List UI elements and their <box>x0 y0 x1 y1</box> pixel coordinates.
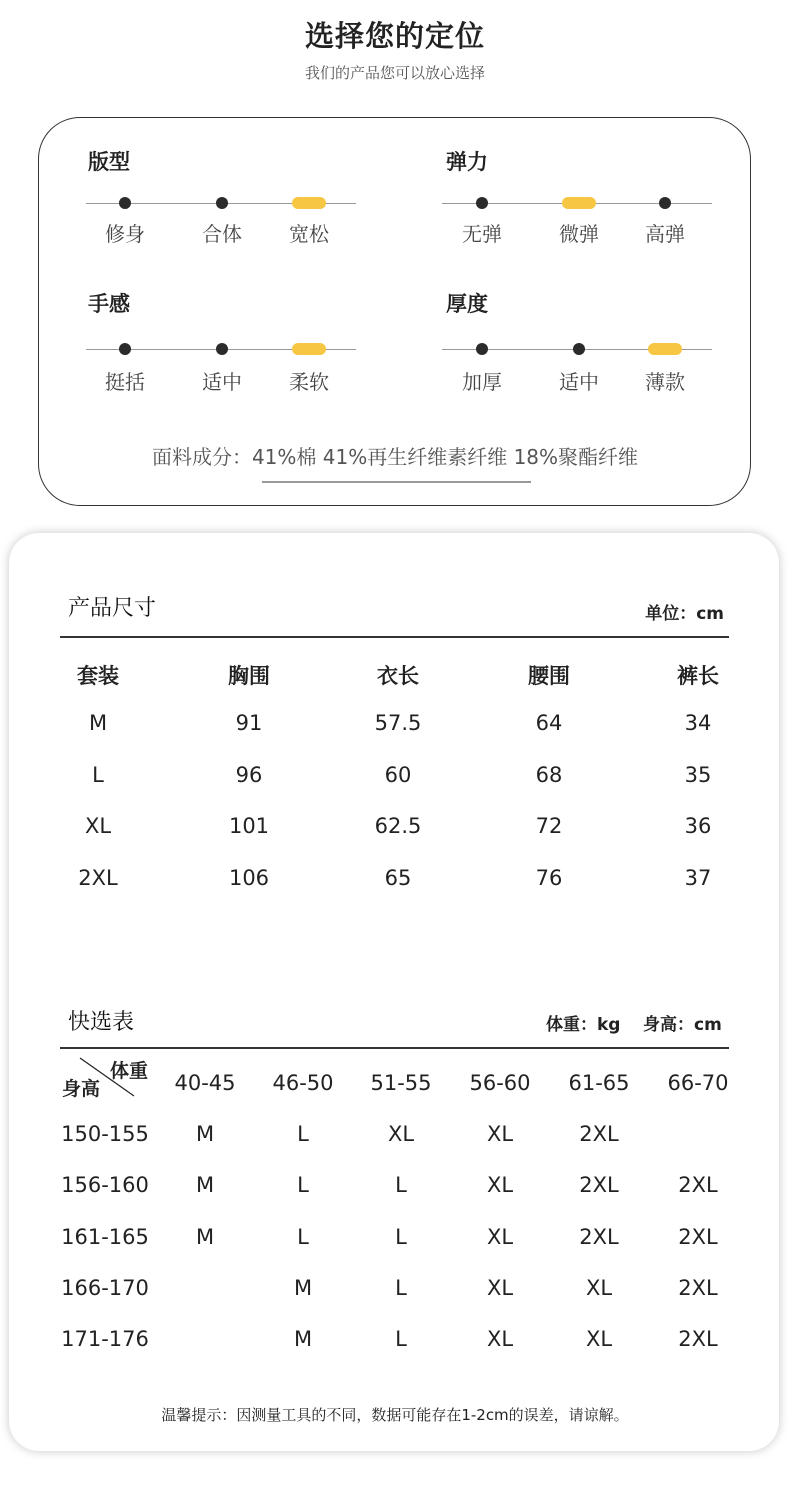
height-label: 156-160 <box>61 1173 149 1198</box>
size-table-cell: 62.5 <box>374 814 422 838</box>
attribute-option: 无弹 <box>462 222 502 246</box>
attribute-option: 适中 <box>559 370 599 394</box>
selected-marker <box>292 343 326 355</box>
size-table-cell: 36 <box>684 814 712 838</box>
attribute-title: 厚度 <box>446 292 488 316</box>
height-label: 166-170 <box>61 1275 149 1300</box>
quick-table-cell: XL <box>486 1327 514 1352</box>
quick-table-cell: XL <box>486 1224 514 1249</box>
quick-table-cell: 2XL <box>678 1327 718 1352</box>
weight-header: 51-55 <box>370 1071 432 1095</box>
weight-header: 66-70 <box>667 1071 729 1095</box>
corner-weight-label: 体重 <box>110 1060 149 1082</box>
fabric-underline <box>262 481 531 483</box>
fabric-composition: 面料成分：41%棉 41%再生纤维素纤维 18%聚酯纤维 <box>151 445 639 469</box>
quick-table-title: 快选表 <box>68 1010 135 1035</box>
attribute-option: 微弹 <box>559 222 599 246</box>
size-table-cell: M <box>88 711 108 735</box>
size-table-cell: L <box>92 762 104 787</box>
size-table-unit: 单位：cm <box>645 604 724 624</box>
size-table-cell: 68 <box>535 762 563 787</box>
corner-height-label: 身高 <box>62 1078 101 1100</box>
size-table-cell: 91 <box>235 711 263 735</box>
quick-table-cell: L <box>395 1275 407 1300</box>
height-label: 171-176 <box>61 1327 149 1352</box>
option-dot <box>659 197 671 209</box>
quick-table-cell: L <box>395 1173 407 1198</box>
weight-header: 40-45 <box>174 1071 236 1095</box>
size-table-title: 产品尺寸 <box>68 596 157 621</box>
size-table-cell: 96 <box>235 762 263 787</box>
quick-table-height-unit: 身高：cm <box>643 1015 722 1035</box>
size-table-cell: 60 <box>384 762 412 787</box>
page-subtitle: 我们的产品您可以放心选择 <box>304 64 485 82</box>
attribute-option: 柔软 <box>289 370 329 394</box>
option-dot <box>476 197 488 209</box>
size-table-header: 衣长 <box>377 664 419 688</box>
height-label: 161-165 <box>61 1224 149 1249</box>
attribute-option: 合体 <box>202 222 242 246</box>
quick-table-cell: XL <box>585 1275 613 1300</box>
attribute-option: 薄款 <box>645 370 685 394</box>
quick-table-cell: 2XL <box>579 1173 619 1198</box>
attribute-title: 弹力 <box>446 150 488 174</box>
option-dot <box>573 343 585 355</box>
quick-table-cell: M <box>195 1173 215 1198</box>
quick-table-cell: L <box>395 1224 407 1249</box>
size-table-cell: 65 <box>384 865 412 890</box>
quick-table-weight-unit: 体重：kg <box>546 1015 621 1035</box>
size-table-cell: 35 <box>684 762 712 787</box>
size-table-cell: 76 <box>535 865 563 890</box>
size-table-cell: 101 <box>228 814 270 838</box>
footer-note: 温馨提示：因测量工具的不同，数据可能存在1-2cm的误差，请谅解。 <box>161 1406 629 1424</box>
quick-table-rule <box>60 1047 729 1049</box>
page-title: 选择您的定位 <box>304 19 485 53</box>
quick-table-cell: L <box>297 1122 309 1146</box>
attribute-option: 适中 <box>202 370 242 394</box>
size-table-header: 裤长 <box>677 664 719 688</box>
option-dot <box>119 343 131 355</box>
quick-table-cell: XL <box>387 1122 415 1146</box>
attribute-option: 宽松 <box>289 222 329 246</box>
height-label: 150-155 <box>61 1122 149 1146</box>
option-dot <box>119 197 131 209</box>
size-table-cell: 72 <box>535 814 563 838</box>
size-table-cell: 64 <box>535 711 563 735</box>
quick-table-cell: L <box>395 1327 407 1352</box>
quick-table-cell: M <box>293 1327 313 1352</box>
weight-header: 46-50 <box>272 1071 334 1095</box>
selected-marker <box>648 343 682 355</box>
attribute-option: 加厚 <box>462 370 502 394</box>
selected-marker <box>562 197 596 209</box>
weight-header: 61-65 <box>568 1071 630 1095</box>
size-table-header: 腰围 <box>528 664 570 688</box>
size-table-rule <box>60 636 729 638</box>
size-table-cell: 34 <box>684 711 712 735</box>
quick-table-cell: 2XL <box>579 1122 619 1146</box>
quick-table-cell: 2XL <box>678 1275 718 1300</box>
size-table-cell: XL <box>84 814 112 838</box>
option-dot <box>216 197 228 209</box>
quick-table-cell: L <box>297 1224 309 1249</box>
quick-table-cell: M <box>195 1122 215 1146</box>
quick-table-cell: 2XL <box>678 1173 718 1198</box>
option-dot <box>476 343 488 355</box>
size-table-header: 套装 <box>77 664 119 688</box>
size-table-cell: 57.5 <box>374 711 422 735</box>
quick-table-cell: L <box>297 1173 309 1198</box>
attribute-option: 挺括 <box>105 370 145 394</box>
quick-table-cell: XL <box>585 1327 613 1352</box>
quick-table-cell: M <box>293 1275 313 1300</box>
attribute-option: 高弹 <box>645 222 685 246</box>
option-dot <box>216 343 228 355</box>
quick-table-corner <box>62 1056 154 1100</box>
quick-table-cell: XL <box>486 1275 514 1300</box>
weight-header: 56-60 <box>469 1071 531 1095</box>
attribute-title: 版型 <box>88 150 130 174</box>
attribute-title: 手感 <box>88 292 130 316</box>
size-table-cell: 2XL <box>78 865 118 890</box>
size-table-header: 胸围 <box>228 664 270 688</box>
quick-table-cell: XL <box>486 1173 514 1198</box>
selected-marker <box>292 197 326 209</box>
quick-table-cell: 2XL <box>579 1224 619 1249</box>
quick-table-cell: M <box>195 1224 215 1249</box>
quick-table-cell: 2XL <box>678 1224 718 1249</box>
size-table-cell: 37 <box>684 865 712 890</box>
attribute-option: 修身 <box>105 222 145 246</box>
quick-table-cell: XL <box>486 1122 514 1146</box>
size-table-cell: 106 <box>228 865 270 890</box>
